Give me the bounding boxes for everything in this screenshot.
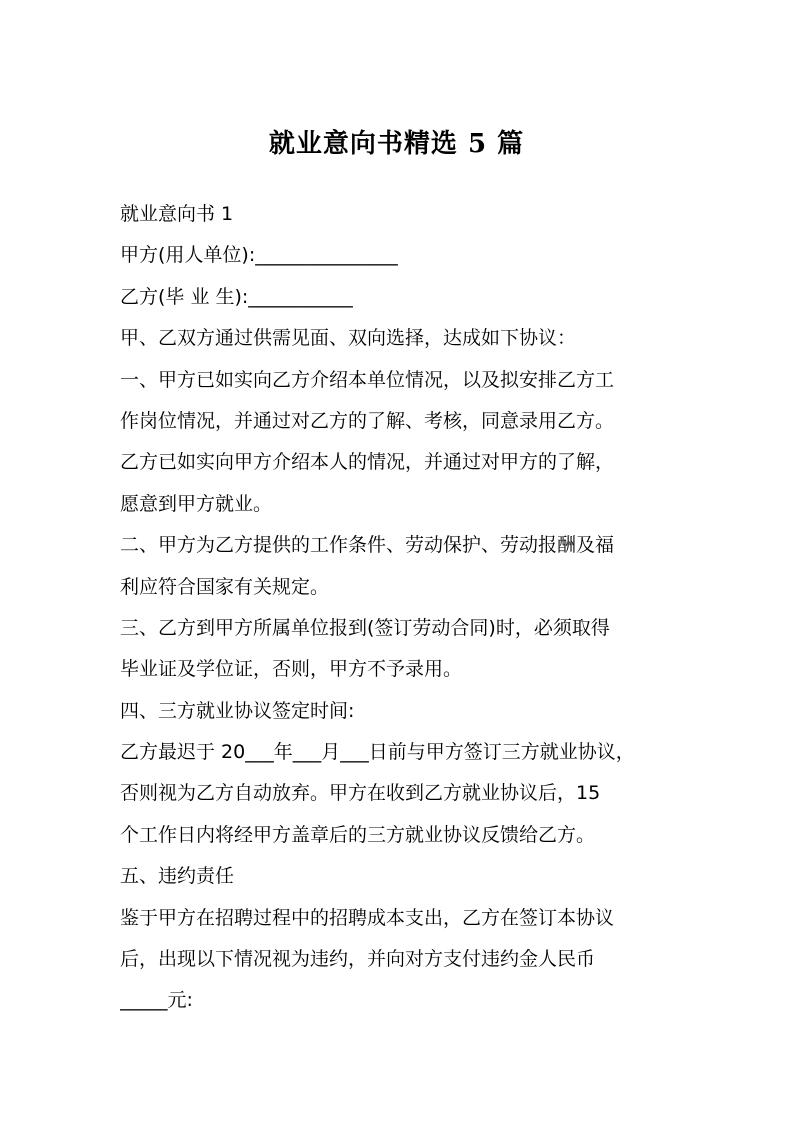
paragraph-line: 鉴于甲方在招聘过程中的招聘成本支出，乙方在签订本协议 (120, 906, 615, 929)
paragraph-line: 利应符合国家有关规定。 (120, 575, 330, 598)
paragraph-line: 个工作日内将经甲方盖章后的三方就业协议反馈给乙方。 (120, 823, 596, 846)
paragraph-line: 愿意到甲方就业。 (120, 492, 273, 515)
party-a-field: 甲方(用人单位):_______________ (120, 244, 398, 267)
paragraph-line: 毕业证及学位证，否则，甲方不予录用。 (120, 658, 463, 681)
paragraph-line: 乙方最迟于 20___年___月___日前与甲方签订三方就业协议， (120, 741, 635, 764)
paragraph-line: 五、违约责任 (120, 865, 235, 888)
section-heading: 就业意向书 1 (120, 203, 234, 225)
paragraph-line: 三、乙方到甲方所属单位报到(签订劳动合同)时，必须取得 (120, 616, 610, 639)
document-title: 就业意向书精选 5 篇 (268, 129, 525, 159)
paragraph-line: 二、甲方为乙方提供的工作条件、劳动保护、劳动报酬及福 (120, 534, 615, 557)
paragraph-line: _____元: (120, 989, 193, 1012)
party-b-field: 乙方(毕 业 生):___________ (120, 285, 353, 308)
paragraph-line: 一、甲方已如实向乙方介绍本单位情况，以及拟安排乙方工 (120, 368, 615, 391)
paragraph-line: 乙方已如实向甲方介绍本人的情况，并通过对甲方的了解， (120, 451, 615, 474)
paragraph-line: 作岗位情况，并通过对乙方的了解、考核，同意录用乙方。 (120, 409, 615, 432)
paragraph-line: 后，出现以下情况视为违约，并向对方支付违约金人民币 (120, 948, 596, 971)
paragraph-line: 四、三方就业协议签定时间: (120, 699, 355, 722)
paragraph-line: 否则视为乙方自动放弃。甲方在收到乙方就业协议后，15 (120, 782, 601, 805)
paragraph-line: 甲、乙双方通过供需见面、双向选择，达成如下协议： (120, 327, 577, 350)
document-body (120, 194, 678, 1022)
